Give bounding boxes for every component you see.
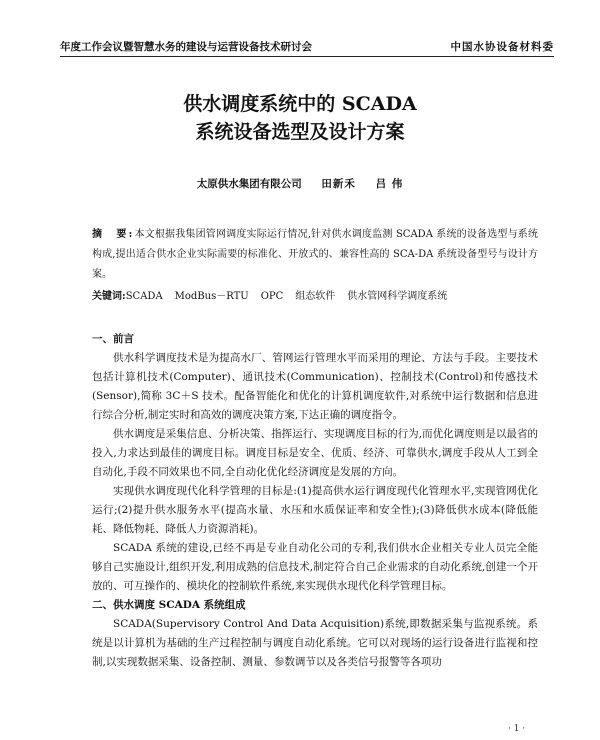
abstract-text: 本文根据我集团管网调度实际运行情况,针对供水调度监测 SCADA 系统的设备选型与系统构成,提出适合供水企业实际需要的标准化、开放式的、兼容性高的 SCA-DA 系统设备型号与设计方案。 (92, 229, 538, 280)
section-heading: 二、供水调度 SCADA 系统组成 (92, 599, 246, 611)
abstract-block (92, 225, 538, 307)
keyword: SCADA (125, 291, 163, 302)
paragraph: 实现供水调度现代化科学管理的目标是:(1)提高供水运行调度现代化管理水平,实现管网优化运行;(2)提升供水服务水平(提高水量、水压和水质保证率和安全性);(3)降低供水成本(降低能耗、降低物耗、降低人力资源消耗)。 (92, 485, 538, 535)
running-head (60, 38, 554, 57)
running-head-right: 中国水协设备材料委 (450, 41, 554, 53)
author-name: 吕 伟 (375, 178, 404, 190)
section-heading: 一、前言 (92, 333, 134, 345)
paragraph: 供水科学调度技术是为提高水厂、管网运行管理水平而采用的理论、方法与手段。主要技术包括计算机技术(Computer)、通讯技术(Communication)、控制技术(Control)和传感技术(Sensor),简称 3C＋S 技术。配备智能化和优化的计算机调度软件,对系统中运行数据和信息进行综合分析,制定实时和高效的调度决策方案,下达正确的调度指令。 (92, 352, 538, 421)
author-line (60, 176, 540, 191)
keyword: ModBus－RTU (174, 291, 249, 302)
keyword: OPC (260, 291, 284, 302)
running-head-left: 年度工作会议暨智慧水务的建设与运营设备技术研讨会 (60, 41, 312, 53)
abstract-label: 摘 要: (92, 229, 135, 240)
keywords (92, 287, 538, 307)
title-line-2: 系统设备选型及设计方案 (195, 121, 405, 143)
paper-title (60, 90, 540, 146)
affiliation: 太原供水集团有限公司 (196, 178, 302, 190)
title-line-1: 供水调度系统中的 SCADA (183, 93, 417, 115)
paragraph: 供水调度是采集信息、分析决策、指挥运行、实现调度目标的行为,而优化调度则是以最省的投入,力求达到最佳的调度目标。调度目标是安全、优质、经济、可靠供水,调度手段从人工到全自动化,手段不同效果也不同,全自动化优化经济调度是发展的方向。 (92, 428, 538, 478)
page-number-fragment: · 1 · (508, 724, 526, 734)
keywords-label: 关键词: (92, 291, 126, 302)
abstract (92, 225, 538, 285)
keyword: 组态软件 (295, 291, 336, 302)
body-text (92, 330, 538, 672)
paragraph: SCADA(Supervisory Control And Data Acquisition)系统,即数据采集与监视系统。系统是以计算机为基础的生产过程控制与调度自动化系统。它可以对现场的运行设备进行监视和控制,以实现数据采集、设备控制、测量、参数调节以及各类信号报警等各项功 (92, 618, 538, 668)
paragraph: SCADA 系统的建设,已经不再是专业自动化公司的专利,我们供水企业相关专业人员完全能够自己实施设计,组织开发,利用成熟的信息技术,制定符合自己企业需求的自动化系统,创建一个开放的、可互操作的、模块化的控制软件系统,来实现供水现代化科学管理目标。 (92, 542, 538, 592)
author-name: 田新禾 (321, 178, 356, 190)
keyword: 供水管网科学调度系统 (347, 291, 448, 302)
